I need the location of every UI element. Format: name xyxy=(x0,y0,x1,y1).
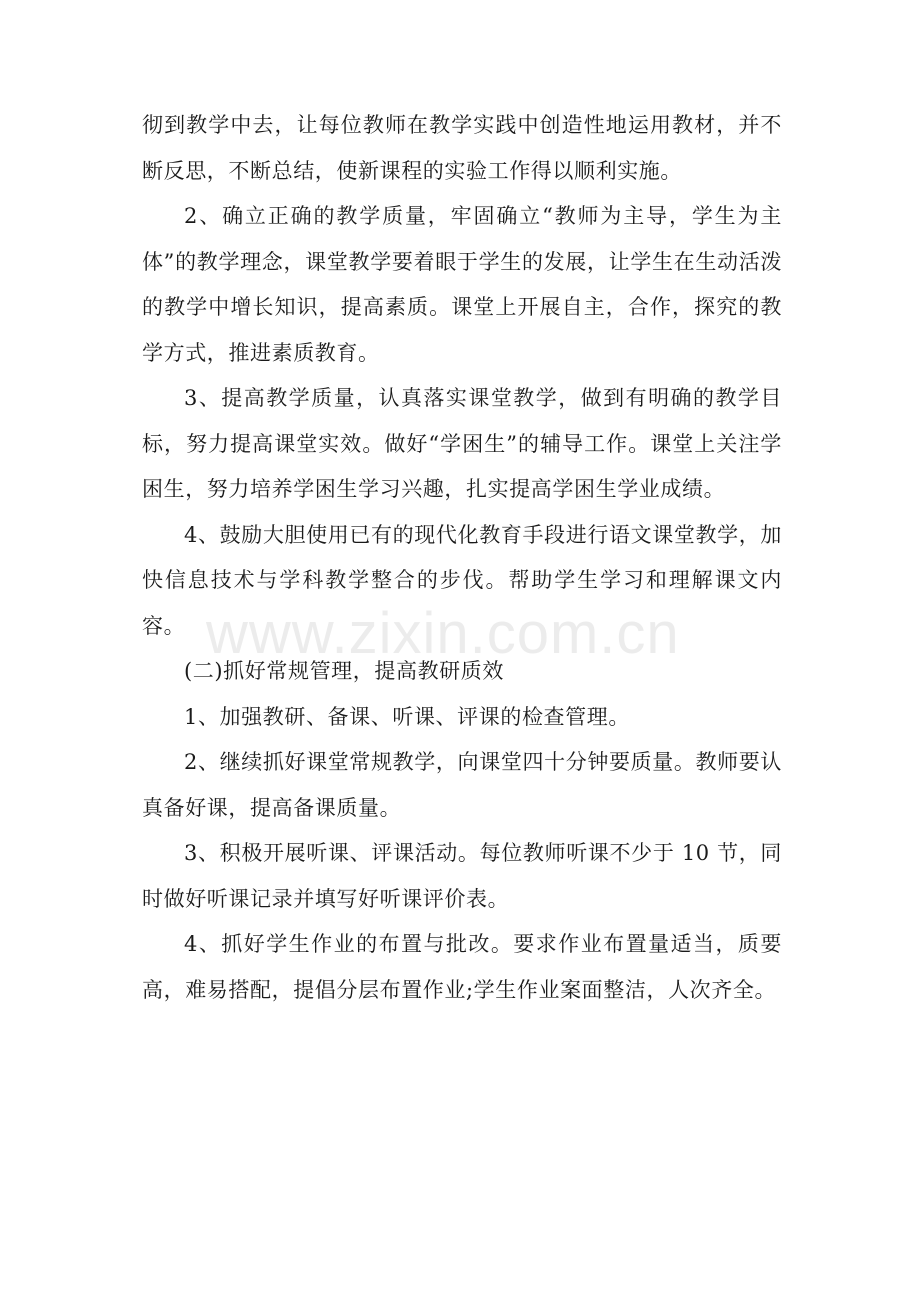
paragraph-item-3-classroom-efficiency: 3、提高教学质量，认真落实课堂教学，做到有明确的教学目标，努力提高课堂实效。做好“学困生”的辅导工作。课堂上关注学困生，努力培养学困生学习兴趣，扎实提高学困生学业成绩。 xyxy=(142,386,782,501)
document-body xyxy=(142,103,782,1013)
watermark-text: www.zixin.com.cn xyxy=(206,601,680,666)
paragraph-item-1-inspection: 1、加强教研、备课、听课、评课的检查管理。 xyxy=(184,704,630,729)
paragraph-item-2-teaching-quality: 2、确立正确的教学质量，牢固确立“教师为主导，学生为主体”的教学理念，课堂教学要着眼于学生的发展，让学生在生动活泼的教学中增长知识，提高素质。课堂上开展自主，合作，探究的教学方式，推进素质教育。 xyxy=(142,204,782,365)
paragraph-item-2-lesson-prep: 2、继续抓好课堂常规教学，向课堂四十分钟要质量。教师要认真备好课，提高备课质量。 xyxy=(142,750,782,820)
paragraph-item-4-modern-media: 4、鼓励大胆使用已有的现代化教育手段进行语文课堂教学，加快信息技术与学科教学整合的步伐。帮助学生学习和理解课文内容。 xyxy=(142,522,782,638)
paragraph-item-3-lesson-observation: 3、积极开展听课、评课活动。每位教师听课不少于 10 节，同时做好听课记录并填写好听课评价表。 xyxy=(142,841,782,911)
paragraph-item-4-homework: 4、抓好学生作业的布置与批改。要求作业布置量适当，质要高，难易搭配，提倡分层布置作业;学生作业案面整洁，人次齐全。 xyxy=(142,932,782,1002)
paragraph-continuation: 彻到教学中去，让每位教师在教学实践中创造性地运用教材，并不断反思，不断总结，使新课程的实验工作得以顺利实施。 xyxy=(142,113,782,183)
section-heading-routine-management: (二)抓好常规管理，提高教研质效 xyxy=(184,659,504,683)
